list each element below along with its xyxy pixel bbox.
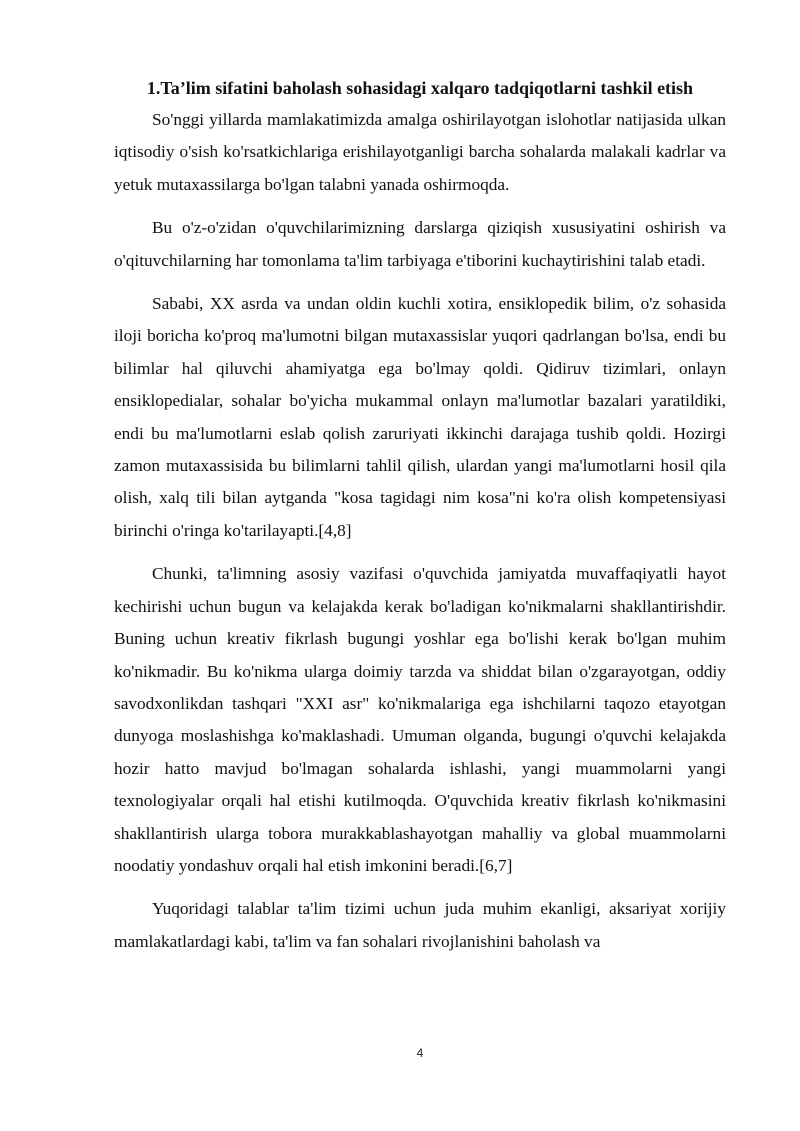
paragraph-3: Sababi, XX asrda va undan oldin kuchli xotira, ensiklopedik bilim, o'z sohasida iloji boricha ko'proq ma'lumotni bilgan mutaxassislar yuqori qadrlangan bo'lsa, endi bu bilimlar hal qiluvchi ahamiyatga ega bo'lmay qoldi. Qidiruv tizimlari, onlayn ensiklopedialar, sohalar bo'yicha mukammal onlayn ma'lumotlar bazalari yaratildiki, endi bu ma'lumotlarni eslab qolish zaruriyati ikkinchi darajaga tushib qoldi. Hozirgi zamon mutaxassisida bu bilimlarni tahlil qilish, ulardan yangi ma'lumotlarni hosil qila olish, xalq tili bilan aytganda "kosa tagidagi nim kosa"ni ko'ra olish kompetensiyasi birinchi o'ringa ko'tarilayapti.[4,8] [114, 294, 726, 540]
paragraph-1: So'nggi yillarda mamlakatimizda amalga oshirilayotgan islohotlar natijasida ulkan iqtisodiy o'sish ko'rsatkichlariga erishilayotganligi barcha sohalarda malakali kadrlar va yetuk mutaxassilarga bo'lgan talabni yanada oshirmoqda. [114, 110, 726, 194]
document-page [114, 74, 726, 958]
paragraph-4: Chunki, ta'limning asosiy vazifasi o'quvchida jamiyatda muvaffaqiyatli hayot kechirishi uchun bugun va kelajakda kerak bo'ladigan ko'nikmalarni shakllantirishdir. Buning uchun kreativ fikrlash bugungi yoshlar ega bo'lishi kerak bo'lgan muhim ko'nikmadir. Bu ko'nikma ularga doimiy tarzda va shiddat bilan o'zgarayotgan, oddiy savodxonlikdan tashqari "XXI asr" ko'nikmalariga ega ishchilarni taqozo etayotgan dunyoga moslashishga ko'maklashadi. Umuman olganda, bugungi o'quvchi kelajakda hozir hatto mavjud bo'lmagan sohalarda ishlashi, yangi muammolarni yangi texnologiyalar orqali hal etishi kutilmoqda. O'quvchida kreativ fikrlash ko'nikmasini shakllantirish ularga tobora murakkablashayotgan mahalliy va global muammolarni noodatiy yondashuv orqali hal etish imkonini beradi.[6,7] [114, 564, 726, 875]
section-heading: 1.Ta’lim sifatini baholash sohasidagi xalqaro tadqiqotlarni tashkil etish [146, 78, 694, 98]
paragraph-5: Yuqoridagi talablar ta'lim tizimi uchun juda muhim ekanligi, aksariyat xorijiy mamlakatlardagi kabi, ta'lim va fan sohalari rivojlanishini baholash va [114, 899, 726, 951]
paragraph-2: Bu o'z-o'zidan o'quvchilarimizning darslarga qiziqish xususiyatini oshirish va o'qituvchilarning har tomonlama ta'lim tarbiyaga e'tiborini kuchaytirishini talab etadi. [114, 218, 726, 270]
page-number: 4 [416, 1046, 424, 1060]
